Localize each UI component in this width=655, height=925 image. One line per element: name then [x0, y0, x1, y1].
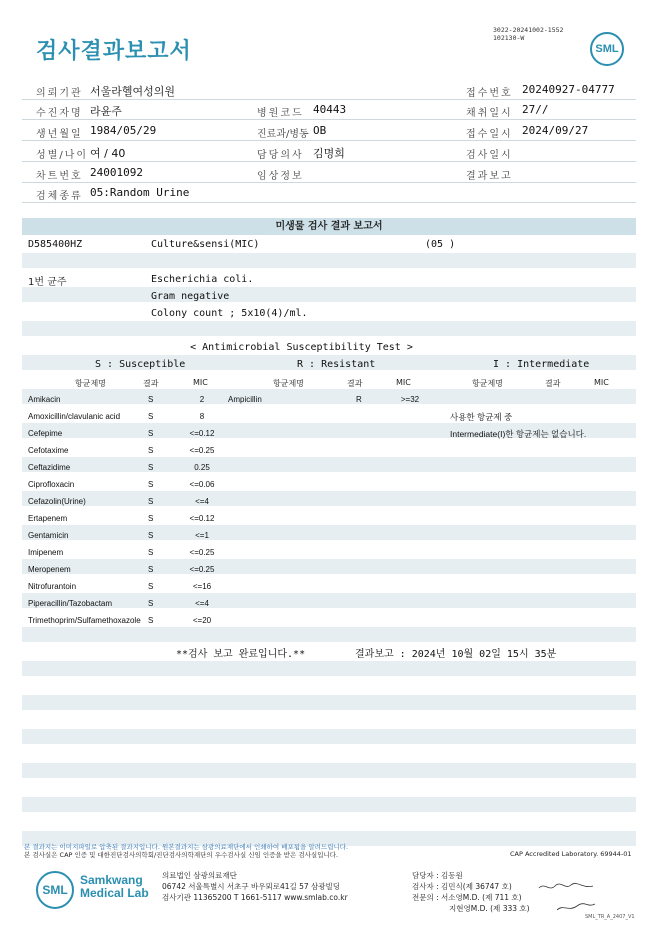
drug-mic: 2 [199, 395, 205, 404]
drug-name: Amoxicillin/clavulanic acid [28, 412, 121, 421]
row-band [22, 797, 636, 812]
footer-logo-text: Samkwang Medical Lab [80, 873, 149, 900]
footer-staff: 담당자 : 김동원 검사자 : 김민식(제 36747 호) 전문의 : 서소영M.D. (제 711 호) 지현영M.D. (제 333 호) [412, 871, 530, 913]
col-result: 결과 [143, 379, 159, 388]
value-patient: 라윤주 [90, 105, 122, 118]
report-complete: **검사 보고 완료입니다.** [176, 649, 306, 660]
drug-name: Nitrofurantoin [28, 582, 77, 591]
label-clinical: 임상정보 [257, 171, 304, 182]
drug-result: S [148, 497, 154, 506]
row-band [22, 389, 636, 404]
drug-mic: <=4 [195, 497, 209, 506]
drug-mic: <=1 [195, 531, 209, 540]
drug-mic: 0.25 [194, 463, 210, 472]
value-specimen: 05:Random Urine [90, 186, 190, 199]
drug-name: Ampicillin [228, 395, 262, 404]
col-result: 결과 [347, 379, 363, 388]
drug-result: S [148, 395, 154, 404]
drug-name: Imipenem [28, 548, 64, 557]
report-time: 결과보고 : 2024년 10월 02일 15시 35분 [355, 649, 557, 660]
label-birth: 생년월일 [36, 129, 83, 140]
label-reported: 결과보고 [466, 171, 513, 182]
note-line: Intermediate(I)한 항균제는 없습니다. [450, 429, 587, 439]
col-drug: 항균제명 [273, 379, 304, 388]
drug-mic: 8 [199, 412, 205, 421]
legend-intermediate: I : Intermediate [493, 359, 590, 370]
organism-name: Escherichia coli. [151, 274, 254, 285]
gram-stain: Gram negative [151, 291, 230, 302]
row-band [22, 763, 636, 778]
drug-result: S [148, 429, 154, 438]
organism-label: 1번 균주 [28, 277, 67, 288]
label-tested: 검사일시 [466, 150, 513, 161]
drug-result: S [148, 514, 154, 523]
notice-image: 본 결과지는 이미지파일로 압축된 결과지입니다. 원본결과지는 삼광의료재단에서 인쇄하여 배포됨을 알려드립니다. [24, 843, 349, 851]
drug-mic: >=32 [400, 395, 420, 404]
label-sex-age: 성별/나이 [36, 150, 89, 161]
drug-name: Cefepime [28, 429, 63, 438]
sml-footer-logo-icon: SML [36, 871, 74, 909]
drug-mic: <=20 [192, 616, 212, 625]
row-band [22, 287, 636, 302]
drug-name: Gentamicin [28, 531, 69, 540]
drug-result: S [148, 463, 154, 472]
form-code: SML_TR_A_2407_V1 [585, 914, 635, 920]
col-result: 결과 [545, 379, 561, 388]
col-drug: 항균제명 [75, 379, 106, 388]
drug-mic: <=0.25 [189, 446, 215, 455]
row-band [22, 661, 636, 676]
sml-logo-icon: SML [590, 32, 624, 66]
row-band [22, 729, 636, 744]
drug-name: Trimethoprim/Sulfamethoxazole [28, 616, 141, 625]
value-receipt-no: 20240927-04777 [522, 83, 615, 96]
label-receipt-no: 접수번호 [466, 88, 513, 99]
row-band [22, 491, 636, 506]
value-collect: 27// [522, 103, 549, 116]
label-doctor: 담당의사 [257, 150, 304, 161]
col-mic: MIC [193, 378, 208, 387]
drug-name: Ciprofloxacin [28, 480, 75, 489]
page-title: 검사결과보고서 [36, 39, 192, 64]
drug-result: S [148, 599, 154, 608]
label-dept: 진료과/병동 [257, 129, 309, 140]
drug-name: Meropenem [28, 565, 71, 574]
label-patient: 수진자명 [36, 108, 83, 119]
drug-result: S [148, 565, 154, 574]
col-mic: MIC [396, 378, 411, 387]
drug-name: Cefotaxime [28, 446, 69, 455]
doc-code: 3022-20241002-1552 102130-W [493, 26, 564, 42]
ast-title: < Antimicrobial Susceptibility Test > [190, 342, 413, 353]
note-line: 사용한 항균제 중 [450, 412, 513, 422]
divider [22, 182, 636, 183]
label-institution: 의뢰기관 [36, 88, 83, 99]
legend-susceptible: S : Susceptible [95, 359, 186, 370]
row-band [22, 457, 636, 472]
drug-name: Ceftazidime [28, 463, 71, 472]
drug-mic: <=0.25 [189, 548, 215, 557]
value-sex-age: 여 / 40 [90, 147, 126, 160]
value-chart: 24001092 [90, 166, 143, 179]
drug-name: Amikacin [28, 395, 61, 404]
drug-mic: <=0.06 [189, 480, 215, 489]
drug-mic: <=0.12 [189, 429, 215, 438]
label-specimen: 검체종류 [36, 191, 83, 202]
divider [22, 119, 636, 120]
drug-mic: <=0.25 [189, 565, 215, 574]
footer-org: 의료법인 삼광의료재단 06742 서울특별시 서초구 바우뫼로41길 57 삼광빌딩 검사기관 11365200 T 1661-5117 www.smlab.co.kr [162, 871, 348, 902]
row-band [22, 559, 636, 574]
row-band [22, 525, 636, 540]
value-dept: OB [313, 124, 327, 137]
test-name: Culture&sensi(MIC) [151, 239, 260, 250]
divider [22, 99, 636, 100]
divider [22, 161, 636, 162]
drug-result: S [148, 412, 154, 421]
drug-result: R [356, 395, 362, 404]
drug-result: S [148, 616, 154, 625]
divider [22, 140, 636, 141]
value-birth: 1984/05/29 [90, 124, 157, 137]
drug-result: S [148, 446, 154, 455]
label-chart: 차트번호 [36, 171, 83, 182]
value-doctor: 김명희 [313, 147, 345, 160]
drug-mic: <=16 [192, 582, 212, 591]
label-collect: 채취일시 [466, 108, 513, 119]
test-code: D585400HZ [28, 239, 83, 250]
test-num: (05 ) [425, 239, 456, 250]
drug-name: Cefazolin(Urine) [28, 497, 86, 506]
drug-result: S [148, 480, 154, 489]
row-band [22, 253, 636, 268]
label-hospital-code: 병원코드 [257, 108, 304, 119]
drug-name: Piperacillin/Tazobactam [28, 599, 113, 608]
colony-count: Colony count ; 5x10(4)/ml. [151, 308, 308, 319]
col-drug: 항균제명 [472, 379, 503, 388]
value-hospital-code: 40443 [313, 103, 347, 116]
drug-name: Ertapenem [28, 514, 68, 523]
value-received: 2024/09/27 [522, 124, 589, 137]
drug-mic: <=0.12 [189, 514, 215, 523]
label-received: 접수일시 [466, 129, 513, 140]
value-institution: 서울라헬여성의원 [90, 85, 176, 98]
row-band [22, 695, 636, 710]
cap-number: CAP Accredited Laboratory. 69944-01 [510, 850, 632, 858]
divider [22, 202, 636, 203]
drug-result: S [148, 531, 154, 540]
row-band [22, 321, 636, 336]
row-band [22, 627, 636, 642]
legend-resistant: R : Resistant [297, 359, 376, 370]
signature-icon [537, 880, 597, 916]
notice-cap: 본 검사실은 CAP 인증 및 대한진단검사의학회/진단검사의학재단의 우수검사실 신임 인증을 받은 검사실입니다. [24, 851, 339, 859]
section-title: 미생물 검사 결과 보고서 [22, 218, 636, 235]
col-mic: MIC [594, 378, 609, 387]
drug-result: S [148, 582, 154, 591]
drug-mic: <=4 [195, 599, 209, 608]
drug-result: S [148, 548, 154, 557]
row-band [22, 593, 636, 608]
